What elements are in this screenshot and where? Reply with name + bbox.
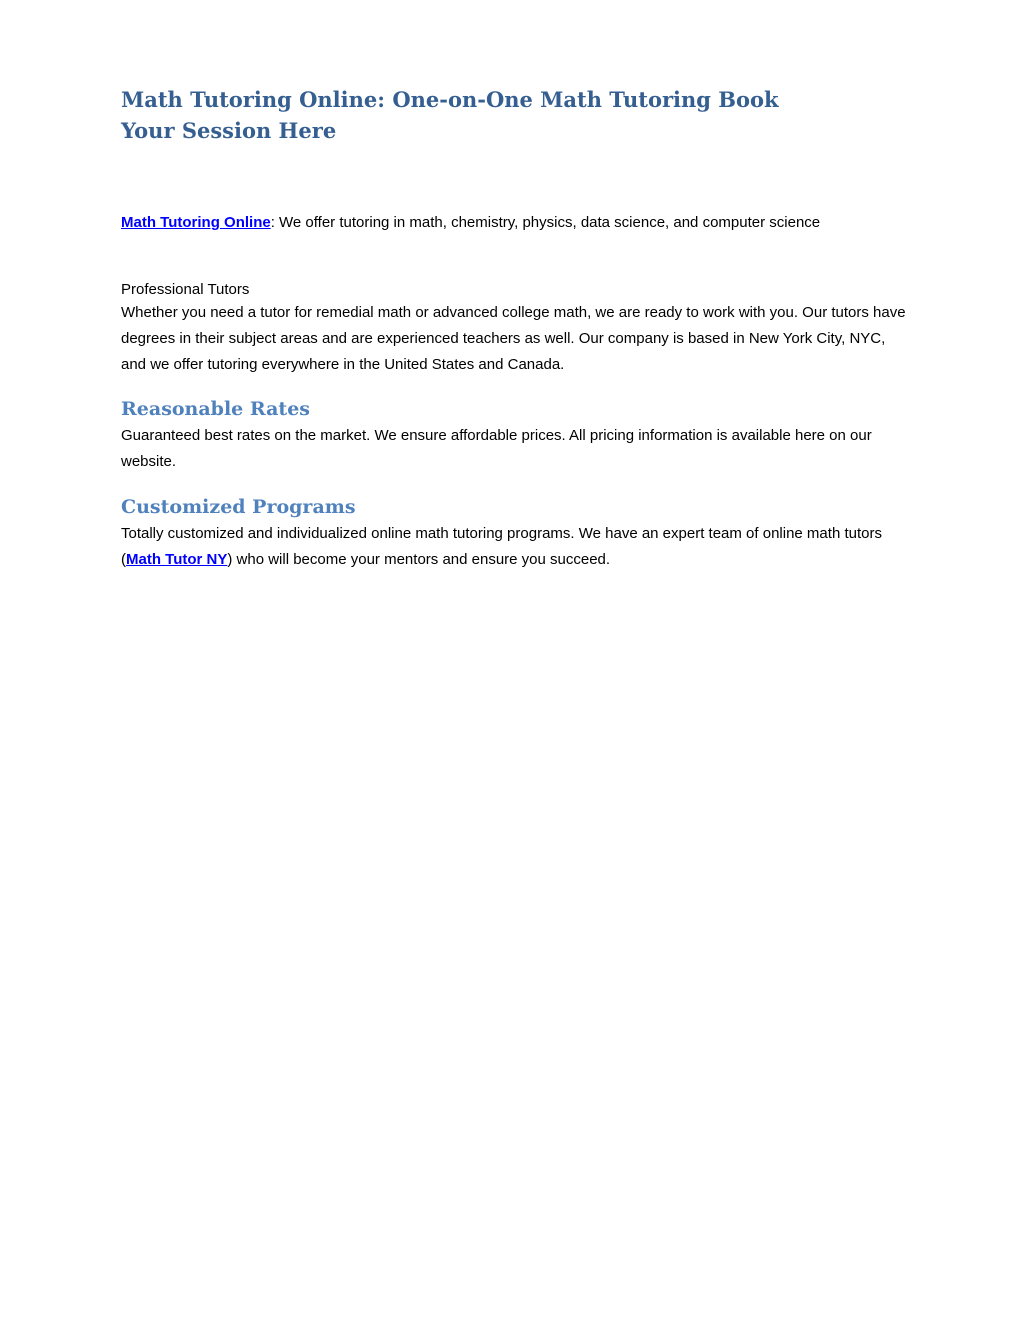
customized-programs-heading: Customized Programs xyxy=(121,496,356,518)
custom-body-before: Totally customized and individualized online math tutoring programs. We have an expert team of online math tutors ( xyxy=(121,525,882,568)
custom-body-after: ) who will become your mentors and ensure you succeed. xyxy=(227,551,611,568)
reasonable-rates-heading: Reasonable Rates xyxy=(121,398,310,420)
intro-text: : We offer tutoring in math, chemistry, physics, data science, and computer science xyxy=(270,214,821,231)
professional-tutors-body: Whether you need a tutor for remedial math or advanced college math, we are ready to work with you. Our tutors have degrees in their subject areas and are experienced teachers as well. Our company is based in New York City, NYC, and we offer tutoring everywhere in the United States and Canada. xyxy=(121,304,906,373)
document-page xyxy=(121,84,911,568)
page-title: Math Tutoring Online: One-on-One Math Tutoring Book Your Session Here xyxy=(121,87,779,143)
reasonable-rates-body: Guaranteed best rates on the market. We ensure affordable prices. All pricing information is available here on our website. xyxy=(121,427,872,470)
customized-programs-body xyxy=(121,521,906,573)
professional-tutors-label: Professional Tutors xyxy=(121,281,250,298)
math-tutor-ny-link[interactable]: Math Tutor NY xyxy=(126,551,228,568)
math-tutoring-online-link[interactable]: Math Tutoring Online xyxy=(121,214,271,231)
intro-paragraph xyxy=(121,211,881,234)
